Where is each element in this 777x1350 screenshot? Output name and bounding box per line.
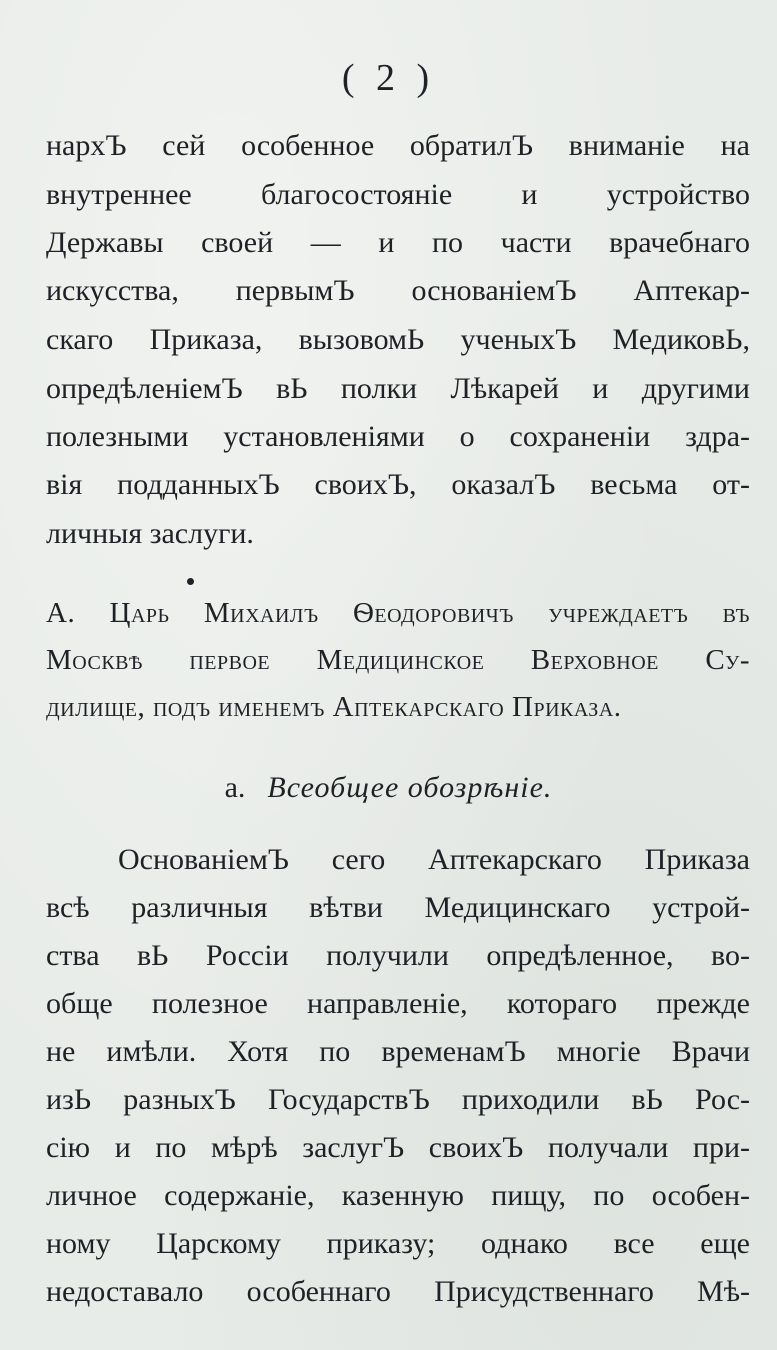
text-line: всѣ различныя вѣтви Медицинскаго устрой- xyxy=(46,891,750,924)
ink-dot xyxy=(187,578,194,585)
text-line: личныя заслуги. xyxy=(46,517,254,550)
text-line: опредѣленіемЪ вЬ полки Лѣкарей и другими xyxy=(46,372,750,405)
heading-line: Москвѣ первое Медицинское Верховное Су- xyxy=(46,644,750,676)
text-line: искусства, первымЪ основаніемЪ Аптекар- xyxy=(46,274,750,307)
text-line: внутреннее благосостояніе и устройство xyxy=(46,178,750,211)
text-line: нархЪ сей особенное обратилЪ вниманіе на xyxy=(46,129,750,162)
text-line: Державы своей — и по части врачебнаго xyxy=(46,226,750,259)
heading-line: А. Царь Михаилъ Ѳеодоровичъ учреждаетъ въ xyxy=(46,597,750,629)
text-line: ства вЬ Россіи получили опредѣленное, во- xyxy=(46,939,750,972)
text-line: личное содержаніе, казенную пищу, по особен- xyxy=(46,1179,750,1212)
heading-line: дилище, подъ именемъ Аптекарскаго Приказа. xyxy=(46,691,622,723)
subsection-title: Всеобщее обозрѣніе. xyxy=(267,771,553,804)
text-line: скаго Приказа, вызовомЬ ученыхЪ МедиковЬ, xyxy=(46,323,750,356)
page-number: ( 2 ) xyxy=(341,57,436,99)
text-line: обще полезное направленіе, котораго прежде xyxy=(46,987,750,1020)
text-line: изЬ разныхЪ ГосударствЪ приходили вЬ Рос- xyxy=(46,1083,750,1116)
text-line: ОснованіемЪ сего Аптекарскаго Приказа xyxy=(118,843,750,876)
text-line: полезными установленіями о сохраненіи здра- xyxy=(46,420,750,453)
text-line: вія подданныхЪ своихЪ, оказалЪ весьма от- xyxy=(46,468,750,501)
subsection-marker: а. xyxy=(224,771,246,804)
text-line: ному Царскому приказу; однако все еще xyxy=(46,1227,750,1260)
text-line: недоставало особеннаго Присудственнаго Мѣ- xyxy=(46,1275,750,1308)
text-line: не имѣли. Хотя по временамЪ многіе Врачи xyxy=(46,1035,750,1068)
subsection-heading xyxy=(0,768,777,808)
text-line: сію и по мѣрѣ заслугЪ своихЪ получали при- xyxy=(46,1131,750,1164)
